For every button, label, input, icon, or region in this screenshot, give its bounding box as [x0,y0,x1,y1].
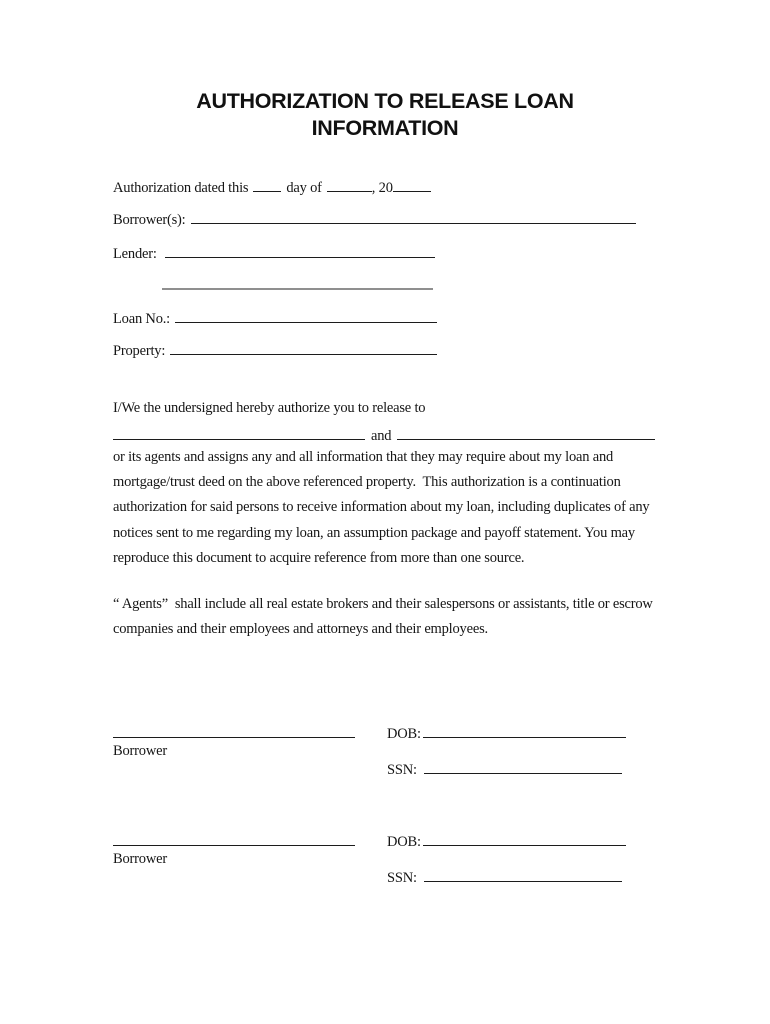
dob-field [387,723,626,742]
release-to-blank-1[interactable] [113,425,365,440]
document-title [0,88,770,142]
authorization-intro: I/We the undersigned hereby authorize you to release to [113,400,426,416]
authorization-body-line: mortgage/trust deed on the above referenced property. This authorization is a continuation [113,474,621,491]
signature-line[interactable] [113,737,355,738]
agents-clause-line: “ Agents” shall include all real estate brokers and their salespersons or assistants, title or escrow [113,596,653,612]
dob-line[interactable] [423,831,626,846]
date-line-mid: day of [286,180,322,196]
signature-block-1 [0,723,770,818]
date-line [113,177,431,196]
signature-block-2 [0,831,770,926]
property-label: Property: [113,343,166,359]
agents-clause-line: companies and their employees and attorneys and their employees. [113,621,488,638]
date-line-lead: Authorization dated this [113,180,249,196]
document-title-line1: AUTHORIZATION TO RELEASE LOAN [196,89,574,113]
ssn-line[interactable] [424,867,622,882]
dob-line[interactable] [423,723,626,738]
signer-label: Borrower [113,743,167,759]
date-day-blank[interactable] [253,177,281,192]
loan-no-field [113,308,437,327]
property-line[interactable] [170,340,437,355]
signature-line[interactable] [113,845,355,846]
loan-no-line[interactable] [175,308,437,323]
release-to-connector: and [371,428,392,444]
ssn-label: SSN: [387,870,417,886]
agents-clause [113,592,653,642]
lender-label: Lender: [113,246,157,262]
dob-label: DOB: [387,834,421,850]
borrowers-field [113,209,636,228]
authorization-body-line: authorization for said persons to receive information about my loan, including duplicates of any [113,499,650,516]
document-title-line2: INFORMATION [311,116,459,140]
lender-line[interactable] [165,243,435,258]
dob-label: DOB: [387,726,421,742]
authorization-body-line: or its agents and assigns any and all information that they may require about my loan and [113,449,614,465]
authorization-body [113,445,649,571]
release-to-line [113,425,655,444]
signer-label: Borrower [113,851,167,867]
ssn-field [387,867,622,886]
authorization-body-line: notices sent to me regarding my loan, an assumption package and payoff statement. You may [113,524,635,541]
ssn-field [387,759,622,778]
ssn-label: SSN: [387,762,417,778]
borrowers-label: Borrower(s): [113,212,186,228]
date-line-year-prefix: , 20 [371,180,393,196]
date-year-blank[interactable] [393,177,431,192]
borrowers-line[interactable] [191,209,636,224]
ssn-line[interactable] [424,759,622,774]
release-to-blank-2[interactable] [397,425,655,440]
lender-line-2[interactable] [162,288,433,290]
loan-no-label: Loan No.: [113,311,170,327]
lender-field [113,243,435,262]
dob-field [387,831,626,850]
authorization-body-line: reproduce this document to acquire reference from more than one source. [113,549,525,566]
date-month-blank[interactable] [327,177,372,192]
property-field [113,340,437,359]
